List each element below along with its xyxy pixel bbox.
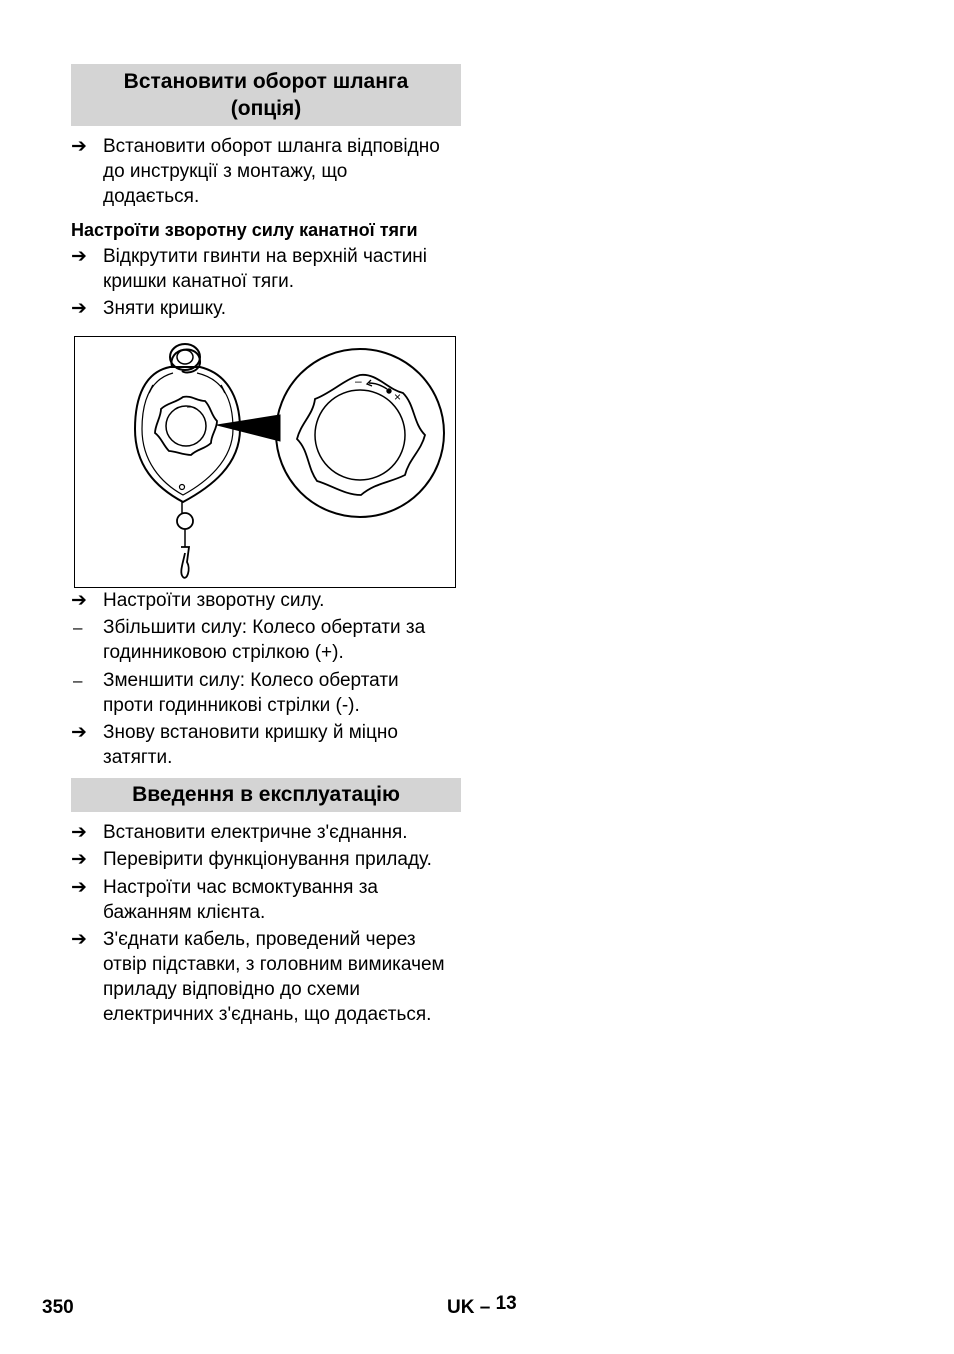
- figure-cable-balancer: [74, 336, 456, 588]
- list-item-text: Настроїти зворотну силу.: [103, 590, 325, 611]
- arrow-icon: ➔: [71, 929, 87, 950]
- footer-section-label: [447, 1293, 517, 1319]
- dash-marker: –: [73, 618, 83, 637]
- list-item-text: Встановити оборот шланга відповідно до инструкції з монтажу, що додається.: [103, 136, 440, 207]
- arrow-icon: ➔: [71, 849, 87, 870]
- list-item: [71, 668, 463, 718]
- small-minus-label: –: [187, 404, 191, 411]
- list-item: [71, 875, 463, 925]
- arrow-icon: ➔: [71, 246, 87, 267]
- list-item-text: Настроїти час всмоктування за бажанням клієнта.: [103, 877, 378, 923]
- list-item: [71, 588, 463, 613]
- arrow-icon: ➔: [71, 590, 87, 611]
- cable-balancer-illustration: [75, 337, 455, 587]
- list-item: [71, 927, 463, 1027]
- list-item-text: З'єднати кабель, проведений через отвір підставки, з головним вимикачем приладу відповідно до схеми електричних з'єднань, що додається.: [103, 929, 445, 1025]
- page-number: 350: [42, 1297, 74, 1318]
- minus-label: –: [355, 374, 362, 388]
- arrow-icon: ➔: [71, 136, 87, 157]
- list-item-text: Збільшити силу: Колесо обертати за годинниковою стрілкою (+).: [103, 617, 426, 663]
- list-item: [71, 615, 463, 665]
- list-item-text: Відкрутити гвинти на верхній частині кришки канатної тяги.: [103, 246, 428, 292]
- list-item: [71, 720, 463, 770]
- section-heading-hose-swivel: [71, 64, 461, 126]
- arrow-icon: ➔: [71, 822, 87, 843]
- list-item: [71, 134, 463, 209]
- subheading-return-force: Настроїти зворотну силу канатної тяги: [71, 220, 418, 240]
- section-heading-line-2: (опція): [230, 97, 302, 120]
- section-heading-line-1: Встановити оборот шланга: [123, 70, 409, 93]
- section-heading-commissioning: Введення в експлуатацію: [71, 778, 461, 812]
- cross-label: ×: [394, 390, 402, 404]
- list-item-text: Перевірити функціонування приладу.: [103, 849, 432, 870]
- arrow-icon: ➔: [71, 877, 87, 898]
- footer-language: UK –: [447, 1297, 491, 1318]
- list-item-text: Зменшити силу: Колесо обертати проти годинникові стрілки (-).: [103, 670, 399, 716]
- list-item-text: Знову встановити кришку й міцно затягти.: [103, 722, 398, 768]
- list-item: [71, 244, 463, 294]
- list-item: [71, 820, 463, 845]
- arrow-icon: ➔: [71, 298, 87, 319]
- list-item: [71, 296, 463, 321]
- list-item-text: Зняти кришку.: [103, 298, 226, 319]
- list-item: [71, 847, 471, 872]
- list-item-text: Встановити електричне з'єднання.: [103, 822, 408, 843]
- arrow-icon: ➔: [71, 722, 87, 743]
- footer-section-page: 13: [495, 1293, 517, 1314]
- dash-marker: –: [73, 671, 83, 690]
